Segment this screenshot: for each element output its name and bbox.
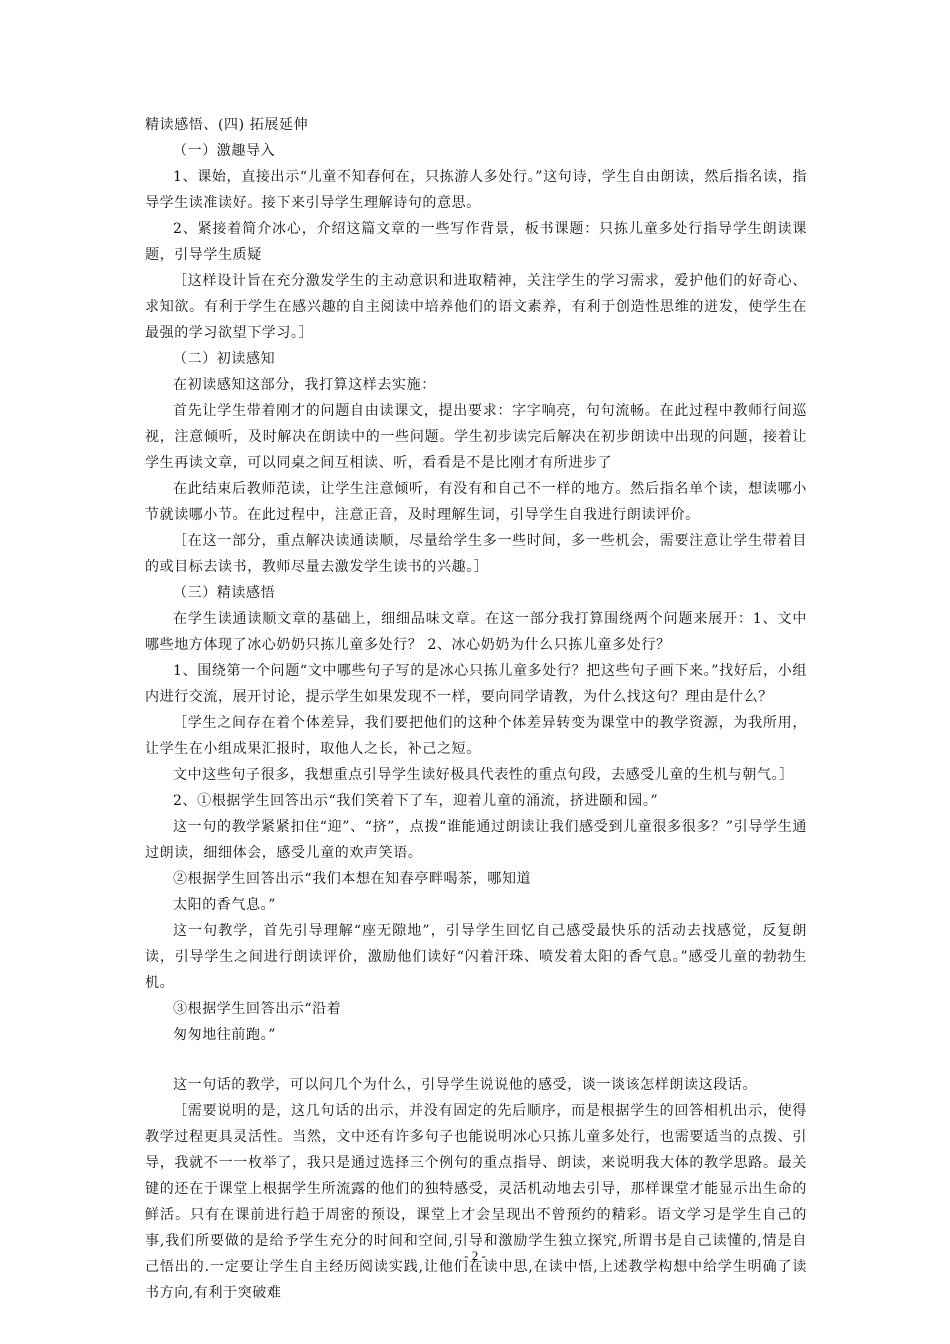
paragraph: ②根据学生回答出示“我们本想在知春亭畔喝茶，哪知道 (173, 871, 532, 887)
paragraph: 在此结束后教师范读，让学生注意倾听，有没有和自己不一样的地方。然后指名单个读，想读哪小节就读哪小节。在此过程中，注意正音，及时理解生词，引导学生自我进行朗读评价。 (145, 481, 807, 523)
page-number: - 2 - (464, 1248, 486, 1263)
paragraph: ［学生之间存在着个体差异，我们要把他们的这种个体差异转变为课堂中的教学资源，为我所用，让学生在小组成果汇报时，取他人之长，补己之短。 (145, 715, 807, 757)
paragraph: （三）精读感悟 (173, 585, 276, 601)
paragraph: 在学生读通读顺文章的基础上，细细品味文章。在这一部分我打算围绕两个问题来展开：1、文中哪些地方体现了冰心奶奶只拣儿童多处行？ 2、冰心奶奶为什么只拣儿童多处行？ (145, 611, 807, 653)
paragraph: （二）初读感知 (173, 351, 276, 367)
paragraph: 文中这些句子很多，我想重点引导学生读好极具代表性的重点句段，去感受儿童的生机与朝气。］ (173, 767, 794, 783)
paragraph: 1、课始，直接出示“儿童不知春何在，只拣游人多处行。”这句诗，学生自由朗读，然后指名读，指导学生读准读好。接下来引导学生理解诗句的意思。 (145, 169, 807, 211)
paragraph: 精读感悟、(四) 拓展延伸 (145, 117, 309, 133)
paragraph: ［需要说明的是，这几句话的出示，并没有固定的先后顺序，而是根据学生的回答相机出示，使得教学过程更具灵活性。当然，文中还有许多句子也能说明冰心只拣儿童多处行，也需要适当的点拨、引导，我就不一一枚举了，我只是通过选择三个例句的重点指导、朗读，来说明我大体的教学思路。最关键的还在于课堂上根据学生所流露的他们的独特感受，灵活机动地去引导，那样课堂才能显示出生命的鲜活。只有在课前进行趋于周密的预设，课堂上才会呈现出不曾预约的精彩。语文学习是学生自己的事,我们所要做的是给予学生充分的时间和空间,引导和激励学生独立探究,所谓书是自己读懂的,情是自己悟出的.一定要让学生自主经历阅读实践,让他们在读中思,在读中悟,上述教学构想中给学生明确了读书方向,有利于突破难 (145, 1103, 807, 1301)
paragraph: （一）激趣导入 (173, 143, 276, 159)
paragraph: 这一句话的教学，可以问几个为什么，引导学生说说他的感受，谈一谈该怎样朗读这段话。 (173, 1077, 757, 1093)
paragraph: 2、紧接着简介冰心，介绍这篇文章的一些写作背景，板书课题：只拣儿童多处行指导学生朗读课题，引导学生质疑 (145, 221, 807, 263)
paragraph: 匆匆地往前跑。” (173, 1027, 276, 1043)
paragraph: 在初读感知这部分，我打算这样去实施： (173, 377, 436, 393)
paragraph: 这一句的教学紧紧扣住“迎”、“挤”，点拨“谁能通过朗读让我们感受到儿童很多很多？”引导学生通过朗读，细细体会，感受儿童的欢声笑语。 (145, 819, 807, 861)
paragraph-gap (145, 1048, 807, 1072)
paragraph: 2、①根据学生回答出示“我们笑着下了车，迎着儿童的涌流，挤进颐和园。” (173, 793, 659, 809)
paragraph: ［这样设计旨在充分激发学生的主动意识和进取精神，关注学生的学习需求，爱护他们的好奇心、求知欲。有利于学生在感兴趣的自主阅读中培养他们的语文素养，有利于创造性思维的迸发，使学生在最强的学习欲望下学习。］ (145, 273, 807, 341)
paragraph: 首先让学生带着刚才的问题自由读课文，提出要求：字字响亮，句句流畅。在此过程中教师行间巡视，注意倾听，及时解决在朗读中的一些问题。学生初步读完后解决在初步朗读中出现的问题，接着让学生再读文章，可以同桌之间互相读、听，看看是不是比刚才有所进步了 (145, 403, 807, 471)
paragraph: 这一句教学，首先引导理解“座无隙地”，引导学生回忆自己感受最快乐的活动去找感觉，反复朗读，引导学生之间进行朗读评价，激励他们读好“闪着汗珠、喷发着太阳的香气息。”感受儿童的勃勃生机。 (145, 923, 807, 991)
paragraph: ［在这一部分，重点解决读通读顺，尽量给学生多一些时间，多一些机会，需要注意让学生带着目的或目标去读书，教师尽量去激发学生读书的兴趣。］ (145, 533, 807, 575)
paragraph: 1、围绕第一个问题“文中哪些句子写的是冰心只拣儿童多处行？把这些句子画下来。”找好后，小组内进行交流，展开讨论，提示学生如果发现不一样，要向同学请教，为什么找这句？理由是什么？ (145, 663, 807, 705)
document-body (145, 112, 807, 1306)
paragraph: 太阳的香气息。” (173, 897, 276, 913)
paragraph: ③根据学生回答出示“沿着 (173, 1001, 342, 1017)
